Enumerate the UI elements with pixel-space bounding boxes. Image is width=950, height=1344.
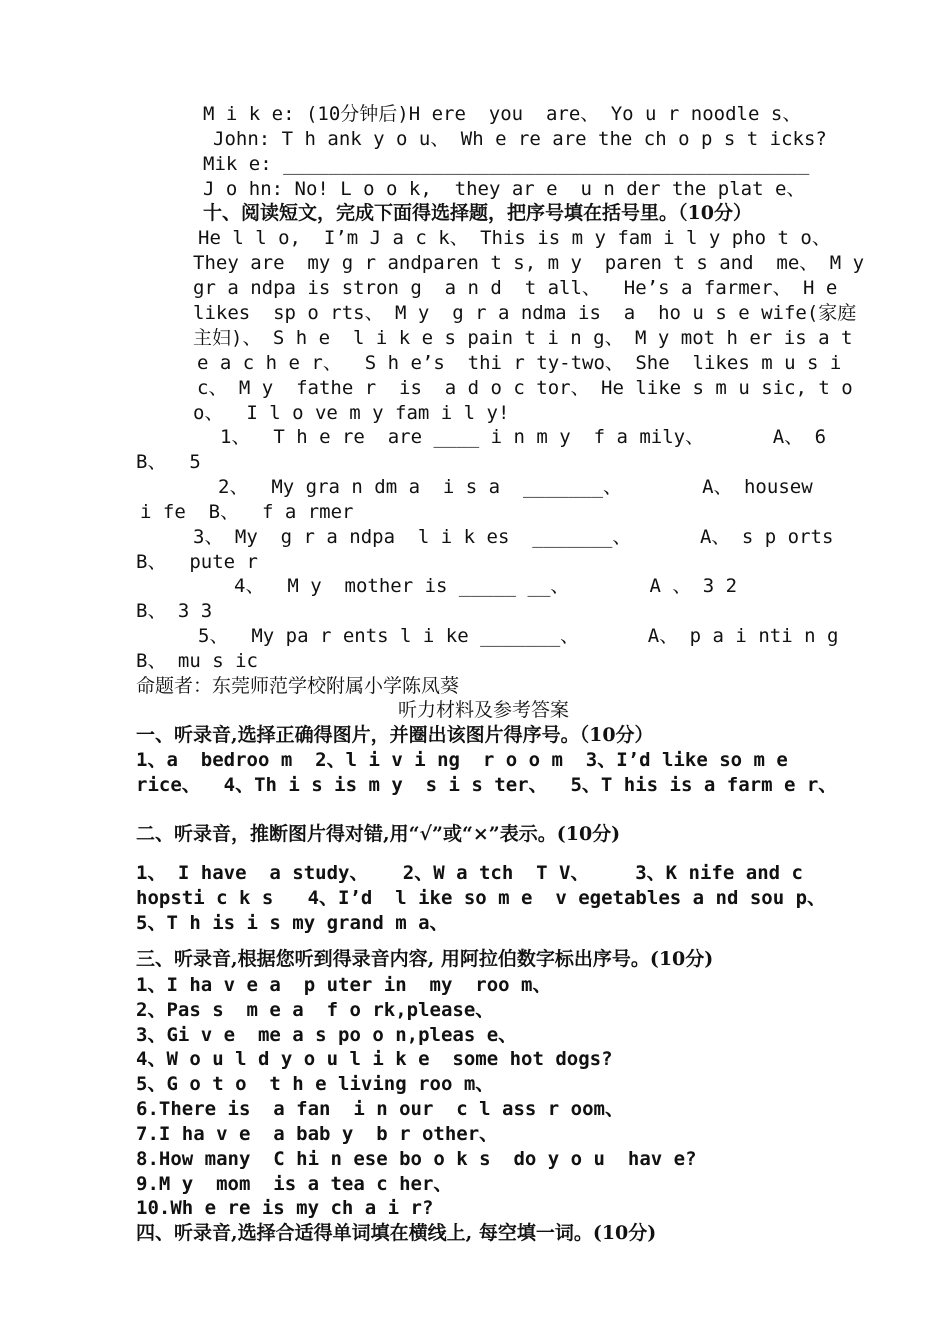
question-line: 3、 My g r a ndpa l i k es _______、 A、 s p orts xyxy=(193,526,834,548)
part-1-heading: 一、听录音,选择正确得图片，并圈出该图片得序号。（10分） xyxy=(136,724,654,746)
part-1-line: rice、 4、Th i s is m y s i s ter、 5、T his is a farm e r、 xyxy=(136,774,838,796)
section-10-heading: 十、阅读短文，完成下面得选择题，把序号填在括号里。（10分） xyxy=(203,202,752,224)
passage-line: e a c h e r、 S h e’s thi r ty-two、 She likes m u s i xyxy=(197,352,842,374)
dialogue-line: J o hn: No! L o o k, they ar e u n der the plat e、 xyxy=(203,178,806,200)
part-3-line: 6.There is a fan i n our c l ass r oom、 xyxy=(136,1098,624,1120)
part-2-heading: 二、听录音，推断图片得对错,用“√”或“×”表示。(10分) xyxy=(136,823,621,845)
part-3-line: 2、Pas s m e a f o rk,please、 xyxy=(136,999,495,1021)
passage-line: o、 I l o ve m y fam i l y! xyxy=(193,402,510,424)
part-2-line: hopsti c k s 4、I’d l ike so m e v egetables a nd sou p、 xyxy=(136,887,827,909)
question-line: 1、 T h e re are ____ i n m y f a mily、 A、 6 xyxy=(220,426,827,448)
part-3-line: 3、Gi v e me a s po o n,pleas e、 xyxy=(136,1024,518,1046)
part-4-heading: 四、听录音,选择合适得单词填在横线上, 每空填一词。(10分) xyxy=(136,1222,657,1244)
part-3-heading: 三、听录音,根据您听到得录音内容, 用阿拉伯数字标出序号。(10分) xyxy=(136,948,714,970)
part-3-line: 7.I ha v e a bab y b r other、 xyxy=(136,1123,499,1145)
part-3-line: 10.Wh e re is my ch a i r? xyxy=(136,1197,434,1219)
passage-line: c、 M y fathe r is a d o c tor、 He like s m u sic, t o xyxy=(197,377,853,399)
dialogue-line: John: T h ank y o u、 Wh e re are the ch o p s t icks? xyxy=(213,128,827,150)
part-3-line: 8.How many C hi n ese bo o k s do y o u hav e? xyxy=(136,1148,697,1170)
passage-line: They are my g r andparen t s, m y paren t s and me、 M y xyxy=(193,252,865,274)
question-line: i fe B、 f a rmer xyxy=(140,501,354,523)
part-3-line: 5、G o t o t h e living roo m、 xyxy=(136,1073,495,1095)
part-2-line: 5、T h is i s my grand m a、 xyxy=(136,912,449,934)
question-line: B、 pute r xyxy=(136,551,258,573)
question-line: 5、 My pa r ents l i ke _______、 A、 p a i nti n g xyxy=(198,625,839,647)
author-line: 命题者：东莞师范学校附属小学陈凤葵 xyxy=(136,675,460,697)
question-line: B、 mu s ic xyxy=(136,650,258,672)
passage-line: 主妇)、 S h e l i k e s pain t i n g、 M y mot h er is a t xyxy=(193,327,853,349)
question-line: B、 3 3 xyxy=(136,600,213,622)
part-2-line: 1、 I have a study、 2、W a tch T V、 3、K nife and c xyxy=(136,862,803,884)
passage-line: He l l o, I’m J a c k、 This is m y fam i l y pho t o、 xyxy=(198,227,831,249)
part-3-line: 9.M y mom is a tea c her、 xyxy=(136,1173,453,1195)
question-line: 4、 M y mother is _____ __、 A 、 3 2 xyxy=(234,575,738,597)
question-line: B、 5 xyxy=(136,451,201,473)
answer-title: 听力材料及参考答案 xyxy=(398,699,570,721)
passage-line: gr a ndpa is stron g a n d t all、 He’s a farmer、 H e xyxy=(193,277,838,299)
question-line: 2、 My gra n dm a i s a _______、 A、 housew xyxy=(218,476,813,498)
part-1-line: 1、a bedroo m 2、l i v i ng r o o m 3、I’d like so m e xyxy=(136,749,788,771)
part-3-line: 1、I ha v e a p uter in my roo m、 xyxy=(136,974,552,996)
part-3-line: 4、W o u l d y o u l i k e some hot dogs? xyxy=(136,1048,613,1070)
passage-line: likes sp o rts、 M y g r a ndma is a ho u s e wife(家庭 xyxy=(193,302,857,324)
dialogue-line: M i k e: (10分钟后)H ere you are、 Yo u r noodle s、 xyxy=(203,103,802,125)
dialogue-line: Mik e: ______________________________________________ xyxy=(203,153,810,175)
